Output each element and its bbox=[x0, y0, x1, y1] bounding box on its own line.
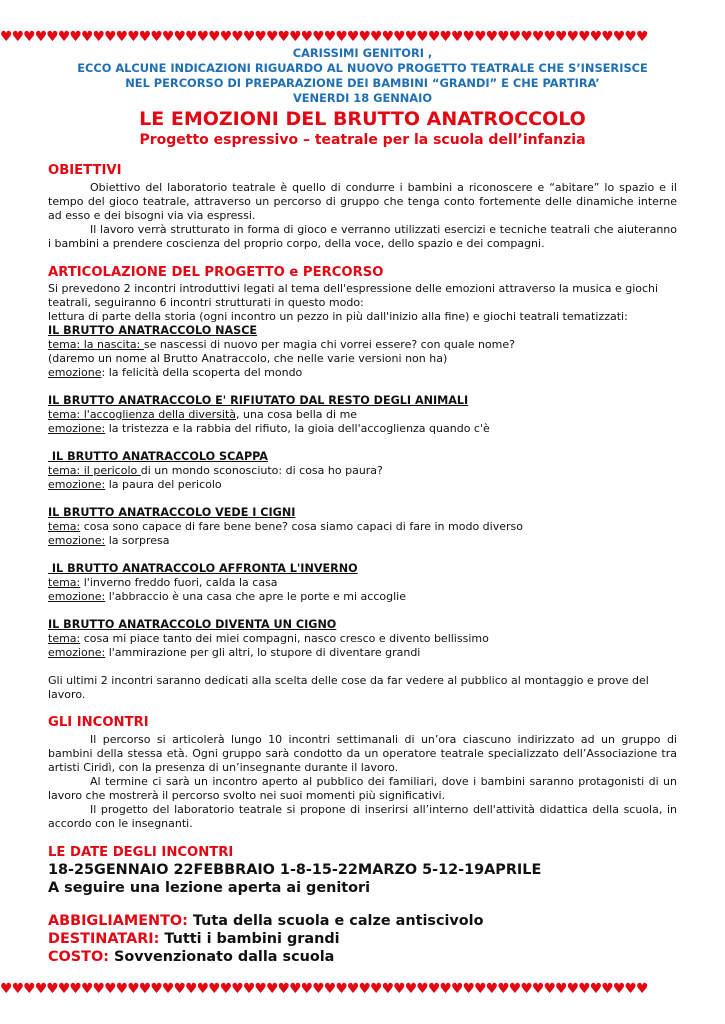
articolazione-intro: Si prevedono 2 incontri introduttivi legati al tema dell'espressione delle emozioni attraverso la musica e giochi teatrali, seguiranno 6 incontri strutturati in questo modo: bbox=[48, 282, 659, 309]
heart-icon: ♥ bbox=[242, 29, 255, 45]
heart-icon: ♥ bbox=[231, 29, 243, 45]
heart-icon: ♥ bbox=[589, 29, 602, 45]
episode-tema bbox=[48, 338, 677, 352]
heart-icon: ♥ bbox=[497, 981, 509, 997]
heart-icon: ♥ bbox=[277, 29, 290, 45]
heart-icon: ♥ bbox=[462, 29, 475, 45]
tema-text: cosa sono capace di fare bene bene? cosa siamo capaci di fare in modo diverso bbox=[80, 520, 523, 533]
heart-icon: ♥ bbox=[104, 981, 116, 997]
emozione-label: emozione: bbox=[48, 478, 106, 491]
heart-icon: ♥ bbox=[404, 29, 417, 45]
emozione-text: la tristezza e la rabbia del rifiuto, la gioia dell'accoglienza quando c'è bbox=[105, 422, 490, 435]
episode-block-4 bbox=[48, 506, 677, 548]
heart-icon: ♥ bbox=[161, 981, 174, 997]
heart-icon: ♥ bbox=[439, 981, 451, 997]
heart-icon: ♥ bbox=[161, 29, 174, 45]
heart-icon: ♥ bbox=[543, 981, 555, 997]
heart-icon: ♥ bbox=[150, 981, 162, 997]
incontri-paragraph-2: Al termine ci sarà un incontro aperto al pubblico dei familiari, dove i bambini saranno protagonisti di un lavoro che mostrerà il percorso svolto nei suoi momenti più significativi. bbox=[48, 775, 677, 802]
open-lesson-note: A seguire una lezione aperta ai genitori bbox=[48, 880, 371, 896]
heart-icon: ♥ bbox=[196, 981, 209, 997]
heart-icon: ♥ bbox=[404, 981, 417, 997]
episode-title: IL BRUTTO ANATRACCOLO DIVENTA UN CIGNO bbox=[48, 618, 337, 631]
heart-icon: ♥ bbox=[92, 981, 105, 997]
heart-icon: ♥ bbox=[289, 29, 301, 45]
heart-icon: ♥ bbox=[370, 981, 382, 997]
abbigliamento-label: ABBIGLIAMENTO: bbox=[48, 913, 188, 929]
heart-icon: ♥ bbox=[150, 29, 162, 45]
heart-icon: ♥ bbox=[393, 981, 405, 997]
tema-label: tema: il pericolo bbox=[48, 464, 141, 477]
heart-icon: ♥ bbox=[474, 981, 486, 997]
intro-line-1: ECCO ALCUNE INDICAZIONI RIGUARDO AL NUOVO PROGETTO TEATRALE CHE S’INSERISCE bbox=[77, 61, 648, 75]
heart-icon: ♥ bbox=[381, 29, 394, 45]
heart-icon: ♥ bbox=[0, 29, 12, 45]
heart-icon: ♥ bbox=[335, 981, 347, 997]
heart-icon: ♥ bbox=[254, 29, 266, 45]
heart-icon: ♥ bbox=[34, 981, 47, 997]
heart-icon: ♥ bbox=[370, 29, 382, 45]
heart-icon: ♥ bbox=[624, 981, 636, 997]
heart-icon: ♥ bbox=[358, 981, 370, 997]
episode-tema bbox=[48, 520, 677, 534]
heart-icon: ♥ bbox=[312, 29, 324, 45]
heart-icon: ♥ bbox=[508, 981, 521, 997]
heart-icon: ♥ bbox=[485, 29, 498, 45]
heart-icon: ♥ bbox=[127, 981, 139, 997]
heart-icon: ♥ bbox=[92, 29, 105, 45]
heart-icon: ♥ bbox=[485, 981, 498, 997]
document-subtitle: Progetto espressivo – teatrale per la scuola dell’infanzia bbox=[139, 132, 586, 148]
heart-icon: ♥ bbox=[555, 981, 567, 997]
abbigliamento-value: Tuta della scuola e calze antiscivolo bbox=[187, 913, 484, 929]
intro-line-2: NEL PERCORSO DI PREPARAZIONE DEI BAMBINI “GRANDI” E CHE PARTIRA’ bbox=[125, 76, 600, 90]
episode-emozione bbox=[48, 478, 677, 492]
heart-icon: ♥ bbox=[46, 981, 58, 997]
destinatari-label: DESTINATARI: bbox=[48, 931, 160, 947]
incontri-heading: GLI INCONTRI bbox=[48, 715, 149, 730]
heart-icon: ♥ bbox=[520, 981, 532, 997]
costo-line bbox=[48, 948, 677, 966]
heart-icon: ♥ bbox=[254, 981, 266, 997]
obiettivi-heading: OBIETTIVI bbox=[48, 163, 122, 178]
heart-icon: ♥ bbox=[185, 29, 197, 45]
episode-title: IL BRUTTO ANATRACCOLO SCAPPA bbox=[48, 450, 268, 463]
heart-icon: ♥ bbox=[520, 29, 532, 45]
heart-icon: ♥ bbox=[23, 29, 35, 45]
heart-icon: ♥ bbox=[0, 981, 12, 997]
heart-icon: ♥ bbox=[104, 29, 116, 45]
emozione-text: l'ammirazione per gli altri, lo stupore di diventare grandi bbox=[105, 646, 421, 659]
date-list: 18-25GENNAIO 22FEBBRAIO 1-8-15-22MARZO 5-12-19APRILE bbox=[48, 862, 542, 878]
heart-icon: ♥ bbox=[57, 29, 70, 45]
emozione-label: emozione: bbox=[48, 422, 106, 435]
heart-icon: ♥ bbox=[80, 29, 93, 45]
heart-icon: ♥ bbox=[323, 29, 336, 45]
heart-icon: ♥ bbox=[589, 981, 602, 997]
heart-icon: ♥ bbox=[242, 981, 255, 997]
tema-label: tema: bbox=[48, 576, 81, 589]
episode-block-2 bbox=[48, 394, 677, 436]
episode-emozione bbox=[48, 366, 677, 380]
heart-icon: ♥ bbox=[474, 29, 486, 45]
tema-text: , una cosa bella di me bbox=[236, 408, 358, 421]
heart-icon: ♥ bbox=[127, 29, 139, 45]
heart-icon: ♥ bbox=[612, 981, 625, 997]
episode-title: IL BRUTTO ANATRACCOLO VEDE I CIGNI bbox=[48, 506, 296, 519]
tema-label: tema: bbox=[48, 632, 81, 645]
heart-icon: ♥ bbox=[566, 29, 579, 45]
heart-icon: ♥ bbox=[635, 981, 648, 997]
heart-icon: ♥ bbox=[427, 29, 440, 45]
heart-icon: ♥ bbox=[555, 29, 567, 45]
tema-label: tema: l'accoglienza della diversità bbox=[48, 408, 237, 421]
episode-tema bbox=[48, 576, 677, 590]
heart-icon: ♥ bbox=[69, 29, 81, 45]
document-title: LE EMOZIONI DEL BRUTTO ANATROCCOLO bbox=[139, 108, 586, 130]
obiettivi-paragraph-2: Il lavoro verrà strutturato in forma di gioco e verranno utilizzati esercizi e tecniche teatrali che aiuteranno i bambini a prendere coscienza del proprio corpo, della voce, dello spazio e dei compagni. bbox=[48, 223, 677, 250]
emozione-label: emozione: bbox=[48, 646, 106, 659]
heart-icon: ♥ bbox=[11, 29, 24, 45]
heart-icon: ♥ bbox=[497, 29, 509, 45]
heart-icon: ♥ bbox=[23, 981, 35, 997]
top-heart-border bbox=[0, 26, 725, 48]
episode-title: IL BRUTTO ANATRACCOLO AFFRONTA L'INVERNO bbox=[48, 562, 358, 575]
heart-icon: ♥ bbox=[601, 981, 613, 997]
heart-icon: ♥ bbox=[173, 29, 185, 45]
emozione-label: emozione: bbox=[48, 590, 106, 603]
tema-label: tema: bbox=[48, 520, 81, 533]
heart-icon: ♥ bbox=[358, 29, 370, 45]
episode-tema bbox=[48, 464, 677, 478]
heart-icon: ♥ bbox=[450, 29, 463, 45]
destinatari-line bbox=[48, 930, 677, 948]
heart-icon: ♥ bbox=[381, 981, 394, 997]
costo-value: Sovvenzionato dalla scuola bbox=[108, 949, 335, 965]
incontri-paragraph-3: Il progetto del laboratorio teatrale si propone di inserirsi all’interno dell'attività didattica della scuola, in accordo con le insegnanti. bbox=[48, 803, 677, 830]
heart-icon: ♥ bbox=[508, 29, 521, 45]
tema-text: l'inverno freddo fuori, calda la casa bbox=[80, 576, 278, 589]
heart-icon: ♥ bbox=[34, 29, 47, 45]
episode-block-6 bbox=[48, 618, 677, 660]
heart-icon: ♥ bbox=[265, 29, 278, 45]
heart-icon: ♥ bbox=[219, 29, 232, 45]
episode-block-5 bbox=[48, 562, 677, 604]
episode-title: IL BRUTTO ANATRACCOLO NASCE bbox=[48, 324, 258, 337]
heart-icon: ♥ bbox=[566, 981, 579, 997]
tema-label: tema: la nascita: bbox=[48, 338, 144, 351]
episode-emozione bbox=[48, 422, 677, 436]
heart-icon: ♥ bbox=[80, 981, 93, 997]
heart-icon: ♥ bbox=[219, 981, 232, 997]
incontri-paragraph-1: Il percorso si articolerà lungo 10 incontri settimanali di un’ora ciascuno indirizzato ad un gruppo di bambini della stessa età. Ogni gruppo sarà condotto da un operatore teatrale specializzato dell’Associazione tra artisti Ciridì, con la presenza di un’insegnante durante il lavoro. bbox=[48, 733, 677, 774]
heart-icon: ♥ bbox=[208, 981, 220, 997]
heart-icon: ♥ bbox=[46, 29, 58, 45]
heart-icon: ♥ bbox=[578, 981, 590, 997]
emozione-text: : la felicità della scoperta del mondo bbox=[101, 366, 303, 379]
heart-icon: ♥ bbox=[300, 981, 313, 997]
heart-icon: ♥ bbox=[277, 981, 290, 997]
episode-title: IL BRUTTO ANATRACCOLO E' RIFIUTATO DAL RESTO DEGLI ANIMALI bbox=[48, 394, 469, 407]
episode-block-1 bbox=[48, 324, 677, 380]
heart-icon: ♥ bbox=[416, 29, 428, 45]
greeting-line: CARISSIMI GENITORI , bbox=[292, 46, 433, 60]
episode-emozione bbox=[48, 590, 677, 604]
episode-emozione bbox=[48, 646, 677, 660]
heart-icon: ♥ bbox=[289, 981, 301, 997]
heart-icon: ♥ bbox=[231, 981, 243, 997]
heart-icon: ♥ bbox=[635, 29, 648, 45]
heart-icon: ♥ bbox=[450, 981, 463, 997]
tema-text: cosa mi piace tanto dei miei compagni, nasco cresco e divento bellissimo bbox=[80, 632, 489, 645]
heart-icon: ♥ bbox=[578, 29, 590, 45]
costo-label: COSTO: bbox=[48, 949, 109, 965]
heart-icon: ♥ bbox=[69, 981, 81, 997]
heart-icon: ♥ bbox=[462, 981, 475, 997]
emozione-text: la sorpresa bbox=[105, 534, 170, 547]
heart-icon: ♥ bbox=[115, 29, 128, 45]
start-date-line: VENERDI 18 GENNAIO bbox=[292, 91, 433, 105]
heart-icon: ♥ bbox=[208, 29, 220, 45]
heart-icon: ♥ bbox=[612, 29, 625, 45]
heart-icon: ♥ bbox=[138, 29, 151, 45]
episode-emozione bbox=[48, 534, 677, 548]
heart-icon: ♥ bbox=[346, 981, 359, 997]
tema-text: di un mondo sconosciuto: di cosa ho paura? bbox=[140, 464, 383, 477]
document-page bbox=[48, 46, 677, 966]
episode-tema bbox=[48, 632, 677, 646]
heart-icon: ♥ bbox=[173, 981, 185, 997]
heart-icon: ♥ bbox=[115, 981, 128, 997]
heart-icon: ♥ bbox=[11, 981, 24, 997]
heart-icon: ♥ bbox=[416, 981, 428, 997]
heart-icon: ♥ bbox=[265, 981, 278, 997]
articolazione-closing: Gli ultimi 2 incontri saranno dedicati alla scelta delle cose da far vedere al pubblico al montaggio e prove del lavoro. bbox=[48, 674, 649, 701]
tema-text: se nascessi di nuovo per magia chi vorrei essere? con quale nome? bbox=[143, 338, 515, 351]
abbigliamento-line bbox=[48, 912, 677, 930]
date-heading: LE DATE DEGLI INCONTRI bbox=[48, 845, 234, 860]
heart-icon: ♥ bbox=[624, 29, 636, 45]
heart-icon: ♥ bbox=[196, 29, 209, 45]
heart-icon: ♥ bbox=[393, 29, 405, 45]
heart-icon: ♥ bbox=[427, 981, 440, 997]
heart-icon: ♥ bbox=[543, 29, 555, 45]
episode-tema bbox=[48, 408, 677, 422]
heart-icon: ♥ bbox=[346, 29, 359, 45]
emozione-text: la paura del pericolo bbox=[105, 478, 222, 491]
heart-icon: ♥ bbox=[57, 981, 70, 997]
heart-icon: ♥ bbox=[300, 29, 313, 45]
obiettivi-paragraph-1: Obiettivo del laboratorio teatrale è quello di condurre i bambini a riconoscere e “abitare” lo spazio e il tempo del gioco teatrale, attraverso un percorso di gruppo che tenga conto fortemente delle dinamiche interne ad esso e dei bisogni via via espressi. bbox=[48, 181, 677, 222]
emozione-label: emozione bbox=[48, 366, 102, 379]
heart-icon: ♥ bbox=[439, 29, 451, 45]
heart-icon: ♥ bbox=[312, 981, 324, 997]
episode-note: (daremo un nome al Brutto Anatraccolo, che nelle varie versioni non ha) bbox=[48, 352, 448, 365]
articolazione-intro-2: lettura di parte della storia (ogni incontro un pezzo in più dall'inizio alla fine) e giochi teatrali tematizzati: bbox=[48, 310, 628, 323]
heart-icon: ♥ bbox=[323, 981, 336, 997]
emozione-text: l'abbraccio è una casa che apre le porte e mi accoglie bbox=[105, 590, 406, 603]
heart-icon: ♥ bbox=[531, 29, 544, 45]
heart-icon: ♥ bbox=[531, 981, 544, 997]
emozione-label: emozione: bbox=[48, 534, 106, 547]
heart-icon: ♥ bbox=[601, 29, 613, 45]
destinatari-value: Tutti i bambini grandi bbox=[159, 931, 340, 947]
heart-icon: ♥ bbox=[335, 29, 347, 45]
heart-icon: ♥ bbox=[185, 981, 197, 997]
episode-block-3 bbox=[48, 450, 677, 492]
heart-icon: ♥ bbox=[138, 981, 151, 997]
bottom-heart-border bbox=[0, 978, 725, 1000]
articolazione-heading: ARTICOLAZIONE DEL PROGETTO e PERCORSO bbox=[48, 265, 384, 280]
